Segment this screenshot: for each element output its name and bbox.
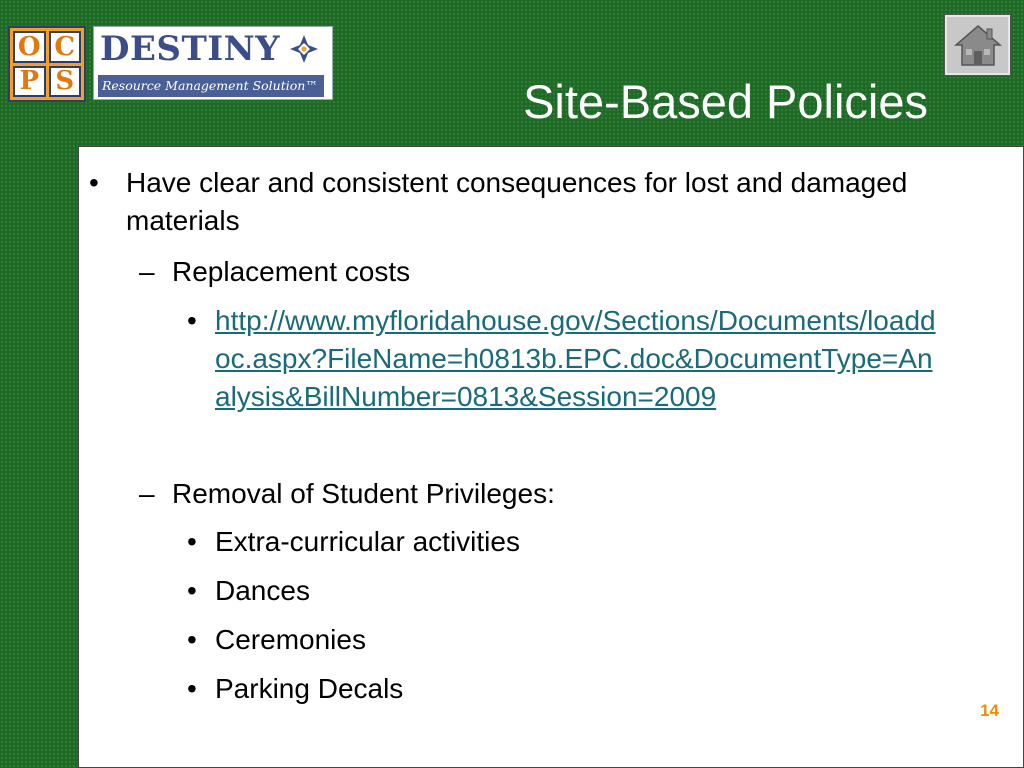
bullet-marker: • [187, 624, 197, 655]
replacement-costs-link[interactable]: http://www.myfloridahouse.gov/Sections/Documents/loaddoc.aspx?FileName=h0813b.EPC.doc&DocumentType=Analysis&BillNumber=0813&Session=2009 [215, 305, 936, 412]
bullet-text: Dances [215, 575, 310, 606]
ocps-letter-c: C [49, 31, 82, 63]
bullet-level3 [187, 572, 947, 610]
bullet-text: Have clear and consistent consequences for lost and damaged materials [126, 167, 908, 236]
bullet-text: Ceremonies [215, 624, 366, 655]
bullet-level2 [139, 253, 939, 291]
dash-marker: – [139, 256, 155, 287]
home-button[interactable] [945, 15, 1010, 75]
ocps-letter-p: P [13, 66, 46, 98]
bullet-marker: • [89, 167, 99, 198]
bullet-level3 [187, 670, 947, 708]
bullet-marker: • [187, 575, 197, 606]
dash-marker: – [139, 478, 155, 509]
destiny-logo [93, 26, 333, 100]
bullet-text: Removal of Student Privileges: [172, 478, 555, 509]
bullet-text: Parking Decals [215, 673, 404, 704]
bullet-level3 [187, 621, 947, 659]
bullet-level1 [89, 164, 969, 240]
bullet-level2 [139, 475, 939, 513]
ocps-letter-o: O [13, 31, 46, 63]
destiny-wordmark: DESTINY [100, 29, 281, 69]
home-icon [954, 23, 1002, 67]
bullet-marker: • [187, 673, 197, 704]
bullet-level3 [187, 302, 947, 416]
ocps-letter-s: S [49, 66, 82, 98]
bullet-text: Extra-curricular activities [215, 526, 520, 557]
bullet-marker: • [187, 305, 197, 336]
page-number: 14 [980, 701, 999, 720]
ocps-logo [8, 26, 86, 102]
bullet-text: Replacement costs [172, 256, 411, 287]
slide-title: Site-Based Policies [523, 75, 928, 128]
bullet-level3 [187, 523, 947, 561]
destiny-tagline: Resource Management Solution™ [98, 75, 324, 97]
bullet-marker: • [187, 526, 197, 557]
destiny-star-icon [290, 35, 318, 63]
content-panel [78, 146, 1024, 768]
